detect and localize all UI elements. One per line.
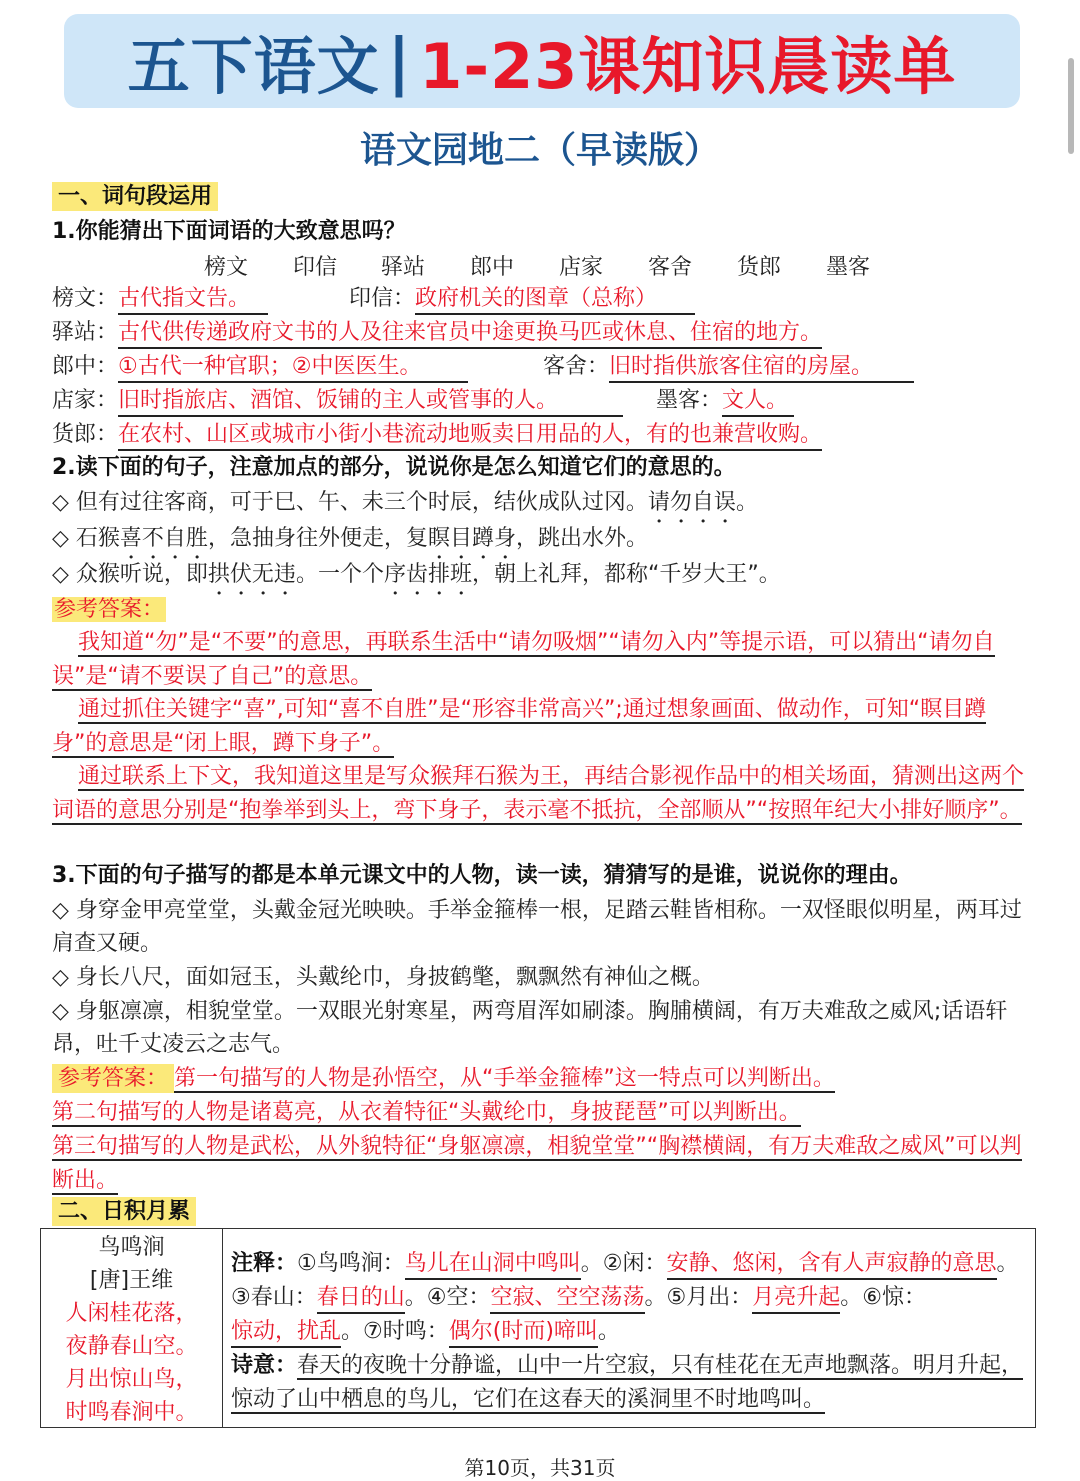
word-item: 驿站 [381,255,426,280]
question-2: 2.读下面的句子，注意加点的部分，说说你是怎么知道它们的意思的。 [52,455,736,480]
section2-heading: 二、日积月累 [52,1196,196,1228]
word-item: 印信 [293,255,338,280]
title-blue: 五下语文 [127,29,380,103]
title-banner [64,14,1020,108]
poem-line: 夜静春山空。 [65,1334,198,1359]
title-red: 1-23课知识晨读单 [419,29,957,103]
q3-answer-2: 第二句描写的人物是诸葛亮，从衣着特征“头戴纶巾，身披琵琶”可以判断出。 [52,1100,801,1125]
poem-line: 月出惊山鸟， [65,1367,198,1392]
poem-author: [唐]王维 [89,1268,174,1293]
question-3: 3.下面的句子描写的都是本单元课文中的人物，读一读，猜猜写的是谁，说说你的理由。 [52,863,912,888]
poem-title: 鸟鸣涧 [98,1235,165,1260]
word-item: 店家 [559,255,604,280]
q3-sentence-1: ◇ 身穿金甲亮堂堂，头戴金冠光映映。手举金箍棒一根，足踏云鞋皆相称。一双怪眼似明星，两耳过肩查又硬。 [52,898,1022,956]
def-row: 货郎：在农村、山区或城市小街小巷流动地贩卖日用品的人，有的也兼营收购。 [52,419,822,451]
def-row: 店家：旧时指旅店、酒馆、饭铺的主人或管事的人。 墨客：文人。 [52,385,794,417]
def-yinxin: 政府机关的图章（总称） [415,285,695,315]
poem-notes [231,1247,1031,1417]
def-bangwen: 古代指文告。 [118,285,268,315]
q2-sentence-1: ◇ 但有过往客商，可于巳、午、未三个时辰，结伙成队过冈。请勿自误。 [52,490,758,515]
word-item: 墨客 [826,255,871,280]
def-row: 驿站：古代供传递政府文书的人及往来官员中途更换马匹或休息、住宿的地方。 [52,317,822,349]
word-item: 榜文 [204,255,249,280]
section1-heading: 一、词句段运用 [52,181,218,213]
q2-answer-2: 通过抓住关键字“喜”,可知“喜不自胜”是“形容非常高兴”;通过想象画面、做动作，可知“瞑目蹲身”的意思是“闭上眼，蹲下身子”。 [52,697,987,756]
def-dianjia: 旧时指旅店、酒馆、饭铺的主人或管事的人。 [118,387,623,417]
poem-annotations: 注释：①鸟鸣涧：鸟儿在山洞中鸣叫。②闲：安静、悠闲，含有人声寂静的意思。③春山：春日的山。④空：空寂、空空荡荡。⑤月出：月亮升起。⑥惊：惊动，扰乱。⑦时鸣：偶尔(时而)啼叫。 [231,1247,1031,1349]
page-footer: 第10页，共31页 [464,1456,616,1480]
q2-sentence-3: ◇ 众猴听说，即拱伏无违。一个个序齿排班，朝上礼拜，都称“千岁大王”。 [52,562,781,587]
word-item: 货郎 [737,255,782,280]
def-langzhong: ①古代一种官职；②中医医生。 [118,353,468,383]
poem-text [41,1229,223,1427]
word-item: 郎中 [470,255,515,280]
def-row: 榜文：古代指文告。 印信：政府机关的图章（总称） [52,283,695,315]
poem-table [40,1228,1036,1428]
question-1: 1.你能猜出下面词语的大致意思吗？ [52,219,406,244]
word-item: 客舍 [648,255,693,280]
def-keshe: 旧时指供旅客住宿的房屋。 [609,353,914,383]
q3-answer-3: 第三句描写的人物是武松，从外貌特征“身躯凛凛，相貌堂堂”“胸襟横阔，有万夫难敌之威风”可以判断出。 [52,1134,1022,1193]
def-yizhan: 古代供传递政府文书的人及往来官员中途更换马匹或休息、住宿的地方。 [118,319,822,349]
answer-label: 参考答案： [54,597,165,622]
q2-answer-3: 通过联系上下文，我知道这里是写众猴拜石猴为王，再结合影视作品中的相关场面，猜测出这两个词语的意思分别是“抱拳举到头上，弯下身子，表示毫不抵抗，全部顺从”“按照年纪大小排好顺序”。 [52,764,1025,823]
title-separator: | [387,24,412,98]
q2-answer-1: 我知道“勿”是“不要”的意思，再联系生活中“请勿吸烟”“请勿入内”等提示语，可以猜出“请勿自误”是“请不要误了自己”的意思。 [52,630,995,689]
q3-answer-1: 参考答案： 第一句描写的人物是孙悟空，从“手举金箍棒”这一特点可以判断出。 [52,1062,1028,1096]
q3-sentence-3: ◇ 身躯凛凛，相貌堂堂。一双眼光射寒星，两弯眉浑如刷漆。胸脯横阔，有万夫难敌之威风;话语轩昂，吐千丈凌云之志气。 [52,999,1008,1057]
poem-line: 人闲桂花落， [65,1301,198,1326]
poem-meaning: 诗意：春天的夜晚十分静谧，山中一片空寂，只有桂花在无声地飘落。明月升起，惊动了山中栖息的鸟儿，它们在这春天的溪洞里不时地鸣叫。 [231,1353,1024,1412]
q3-sentence-2: ◇ 身长八尺，面如冠玉，头戴纶巾，身披鹤氅，飘飘然有神仙之概。 [52,965,714,990]
page-subtitle: 语文园地二（早读版） [359,130,720,171]
def-moke: 文人。 [722,387,794,417]
def-huolang: 在农村、山区或城市小街小巷流动地贩卖日用品的人，有的也兼营收购。 [118,421,822,451]
scrollbar[interactable] [1068,58,1074,154]
def-row: 郎中：①古代一种官职；②中医医生。 客舍：旧时指供旅客住宿的房屋。 [52,351,914,383]
poem-line: 时鸣春涧中。 [65,1400,198,1425]
q2-sentence-2: ◇ 石猴喜不自胜，急抽身往外便走，复瞑目蹲身，跳出水外。 [52,526,648,551]
